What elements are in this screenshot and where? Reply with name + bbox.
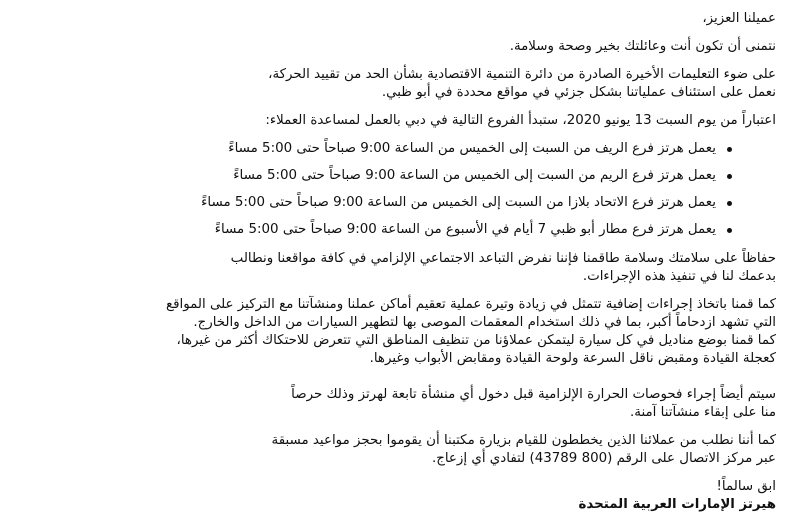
intro-line-1: على ضوء التعليمات الأخيرة الصادرة من دائرة التنمية الاقتصادية بشأن الحد من تقييد الحركة، bbox=[268, 67, 776, 82]
signature: هيرتز الإمارات العربية المتحدة bbox=[578, 497, 776, 512]
branch-item: يعمل هرتز فرع الاتحاد بلازا من السبت إلى الخميس من الساعة 9:00 صباحاً حتى 5:00 مساءً bbox=[201, 195, 716, 210]
bullet-icon bbox=[727, 201, 732, 206]
greeting: عميلنا العزيز، bbox=[702, 11, 776, 26]
temperature-line-1: سيتم أيضاً إجراء فحوصات الحرارة الإلزامية قبل دخول أي منشأة تابعة لهرتز وذلك حرصاً bbox=[291, 387, 776, 402]
measures-line-3: كما قمنا بوضع مناديل في كل سيارة ليتمكن عملاؤنا من تنظيف المناطق التي تتعرض للاحتكاك أكثر من غيرها، bbox=[176, 333, 776, 348]
appointment-line-2: عبر مركز الاتصال على الرقم (800 43789) لتفادي أي إزعاج. bbox=[431, 451, 776, 466]
schedule-intro: اعتباراً من يوم السبت 13 يونيو 2020، ستبدأ الفروع التالية في دبي بالعمل لمساعدة العملاء: bbox=[265, 113, 776, 128]
branch-item: يعمل هرتز فرع الريف من السبت إلى الخميس من الساعة 9:00 صباحاً حتى 5:00 مساءً bbox=[228, 141, 716, 156]
measures-line-4: كعجلة القيادة ومقبض ناقل السرعة ولوحة القيادة ومقابض الأبواب وغيرها. bbox=[369, 351, 776, 366]
measures-line-2: التي تشهد ازدحاماً أكبر، بما في ذلك استخدام المعقمات الموصى بها لتطهير السيارات من الداخل والخارج. bbox=[193, 315, 776, 330]
temperature-line-2: منا على إبقاء منشآتنا آمنة. bbox=[630, 405, 776, 420]
intro-line-2: نعمل على استئناف عملياتنا بشكل جزئي في مواقع محددة في أبو ظبي. bbox=[381, 85, 776, 100]
branch-item: يعمل هرتز فرع الريم من السبت إلى الخميس من الساعة 9:00 صباحاً حتى 5:00 مساءً bbox=[233, 168, 716, 183]
bullet-icon bbox=[727, 147, 732, 152]
appointment-line-1: كما أننا نطلب من عملائنا الذين يخططون للقيام بزيارة مكتبنا أن يقوموا بحجز مواعيد مسبقة bbox=[271, 433, 776, 448]
bullet-icon bbox=[727, 174, 732, 179]
branch-item: يعمل هرتز فرع مطار أبو ظبي 7 أيام في الأسبوع من الساعة 9:00 صباحاً حتى 5:00 مساءً bbox=[214, 222, 716, 237]
measures-line-1: كما قمنا باتخاذ إجراءات إضافية تتمثل في زيادة وتيرة عملية تعقيم أماكن عملنا ومنشآتنا مع التركيز على المواقع bbox=[165, 297, 776, 312]
bullet-icon bbox=[727, 228, 732, 233]
safety-line-1: حفاظاً على سلامتك وسلامة طاقمنا فإننا نفرض التباعد الاجتماعي الإلزامي في كافة مواقعنا ونطالب bbox=[230, 251, 776, 266]
closing: ابق سالماً! bbox=[716, 479, 776, 494]
wishes: نتمنى أن تكون أنت وعائلتك بخير وصحة وسلامة. bbox=[509, 39, 776, 54]
safety-line-2: بدعمك لنا في تنفيذ هذه الإجراءات. bbox=[582, 269, 776, 284]
